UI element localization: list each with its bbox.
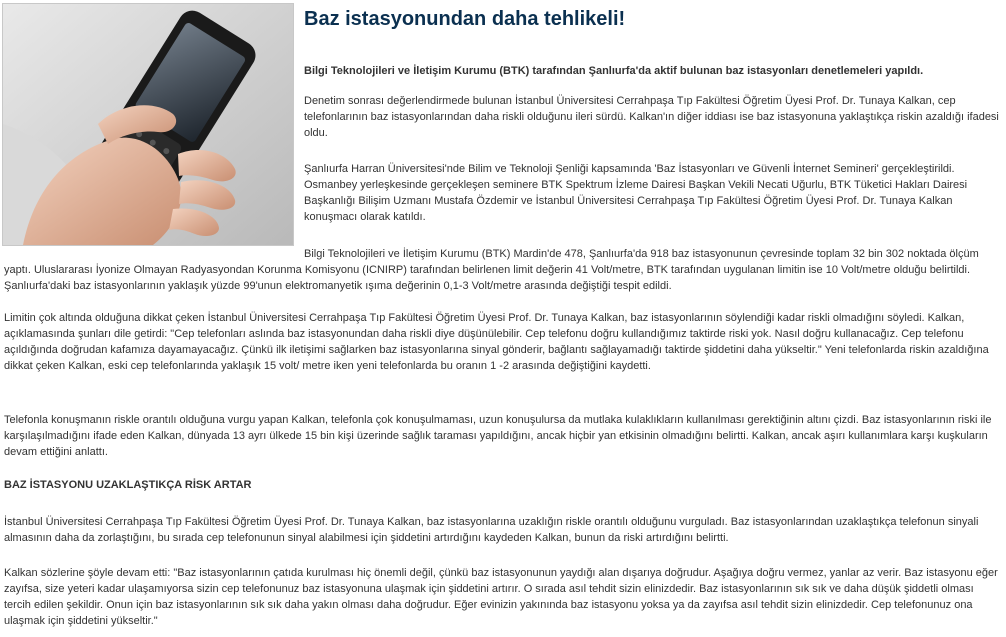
article-subheading: BAZ İSTASYONU UZAKLAŞTIKÇA RİSK ARTAR bbox=[4, 479, 252, 491]
article-paragraph: İstanbul Üniversitesi Cerrahpaşa Tıp Fakültesi Öğretim Üyesi Prof. Dr. Tunaya Kalkan, baz istasyonlarına uzaklığın riskle orantılı olduğunu vurguladı. Baz istasyonlarından uzaklaştıkça telefonun sinyali almasının daha da zorlaştığını, bu sırada cep telefonunun sinyal alabilmesi için şiddetini artırdığını kaydeden Kalkan, bunun da riski artırdığını belirtti. bbox=[4, 516, 979, 544]
hand-holding-phone-image bbox=[3, 4, 293, 245]
article-paragraph: Şanlıurfa Harran Üniversitesi'nde Bilim ve Teknoloji Şenliği kapsamında 'Baz İstasyonları ve Güvenli İnternet Semineri' gerçekleştirildi. Osmanbey yerleşkesinde gerçekleşen seminere BTK Spektrum İzleme Dairesi Başkan Vekili Necati Uğurlu, BTK Tüketici Hakları Dairesi Başkanlığı Bilişim Uzmanı Mustafa Özdemir ve İstanbul Üniversitesi Cerrahpaşa Tıp Fakültesi Öğretim Üyesi Prof. Dr. Tunaya Kalkan konuşmacı olarak katıldı. bbox=[304, 163, 968, 223]
article-paragraph: Telefonla konuşmanın riskle orantılı olduğuna vurgu yapan Kalkan, telefonla çok konuşulmaması, uzun konuşulursa da mutlaka kulaklıkların kullanılması gerektiğinin altını çizdi. Baz istasyonlarının riski ile karşılaşılmadığını ifade eden Kalkan, dünyada 13 ayrı ülkede 15 bin kişi üzerinde sağlık taraması yapıldığını, ancak hiçbir yan etkisinin olmadığını belirtti. Kalkan, ancak aşırı kullanımlara karşı kuşkuların devam ettiğini anlattı. bbox=[4, 414, 992, 458]
article-paragraph: Limitin çok altında olduğuna dikkat çeken İstanbul Üniversitesi Cerrahpaşa Tıp Fakültesi Öğretim Üyesi Prof. Dr. Tunaya Kalkan, baz istasyonlarının söylendiği kadar riskli olmadığını söyledi. Kalkan, açıklamasında şunları dile getirdi: "Cep telefonları aslında baz istasyonundan daha riskli diye düşünülebilir. Cep telefonu doğru kullandığımız taktirde riski yok. Nasıl doğru kullanacağız. Cep telefonu açıldığında doğrudan kafamıza dayamayacağız. Çünkü ilk iletişimi sağlarken baz istasyonlarına sinyal gönderir, bağlantı sağlayamadığı taktirde şiddetini daha yükseltir." Yeni telefonlarda riskin azaldığına dikkat çeken Kalkan, eski cep telefonlarında yaklaşık 15 volt/ metre iken yeni telefonlarda bu oranın 1 -2 arasında değiştiğini kaydetti. bbox=[4, 312, 989, 372]
article-paragraph: Kalkan sözlerine şöyle devam etti: "Baz istasyonlarının çatıda kurulması hiç önemli değil, çünkü baz istasyonunun yaydığı alan dışarıya doğrudur. Aşağıya doğru vermez, yanlar az verir. Baz istasyonu eğer zayıfsa, size yeteri kadar ulaşamıyorsa sizin cep telefonunuz baz istasyonuna ulaşmak için şiddetini artırır. O sırada asıl tehdit sizin elinizdedir. Baz istasyonlarının sık sık ve daha düşük şiddetli olması tercih edilen şekildir. Onun için baz istasyonlarının sık sık daha yakın olması daha doğrudur. Eğer evinizin yakınında baz istasyonu yoksa ya da zayıfsa asıl tehdit sizin elinizdedir. Cep telefonunuz ona ulaşmak için şiddetini yükseltir." bbox=[4, 567, 998, 627]
article-lead: Bilgi Teknolojileri ve İletişim Kurumu (BTK) tarafından Şanlıurfa'da aktif bulunan baz istasyonları denetlemeleri yapıldı. bbox=[304, 65, 924, 77]
article-title: Baz istasyonundan daha tehlikeli! bbox=[304, 8, 626, 30]
article-photo bbox=[2, 3, 294, 246]
article-paragraph: Denetim sonrası değerlendirmede bulunan İstanbul Üniversitesi Cerrahpaşa Tıp Fakültesi Öğretim Üyesi Prof. Dr. Tunaya Kalkan, cep telefonlarının baz istasyonlarından daha riskli olduğunu ileri sürdü. Kalkan'ın diğer iddiası ise baz istasyonuna yaklaştıkça riskin azaldığı ifadesi oldu. bbox=[304, 95, 999, 139]
article-paragraph: Bilgi Teknolojileri ve İletişim Kurumu (BTK) Mardin'de 478, Şanlıurfa'da 918 baz istasyonunun çevresinde toplam 32 bin 302 noktada ölçüm yaptı. Uluslararası İyonize Olmayan Radyasyondan Korunma Komisyonu (ICNIRP) tarafından belirlenen limit değerin 41 Volt/metre, BTK tarafından uygulanan limitin ise 10 Volt/metre olduğu belirtildi. Şanlıurfa'daki baz istasyonlarının yaklaşık yüzde 99'unun elektromanyetik ışıma değerinin 0,1-3 Volt/metre arasında değiştiği tespit edildi. bbox=[4, 248, 979, 292]
